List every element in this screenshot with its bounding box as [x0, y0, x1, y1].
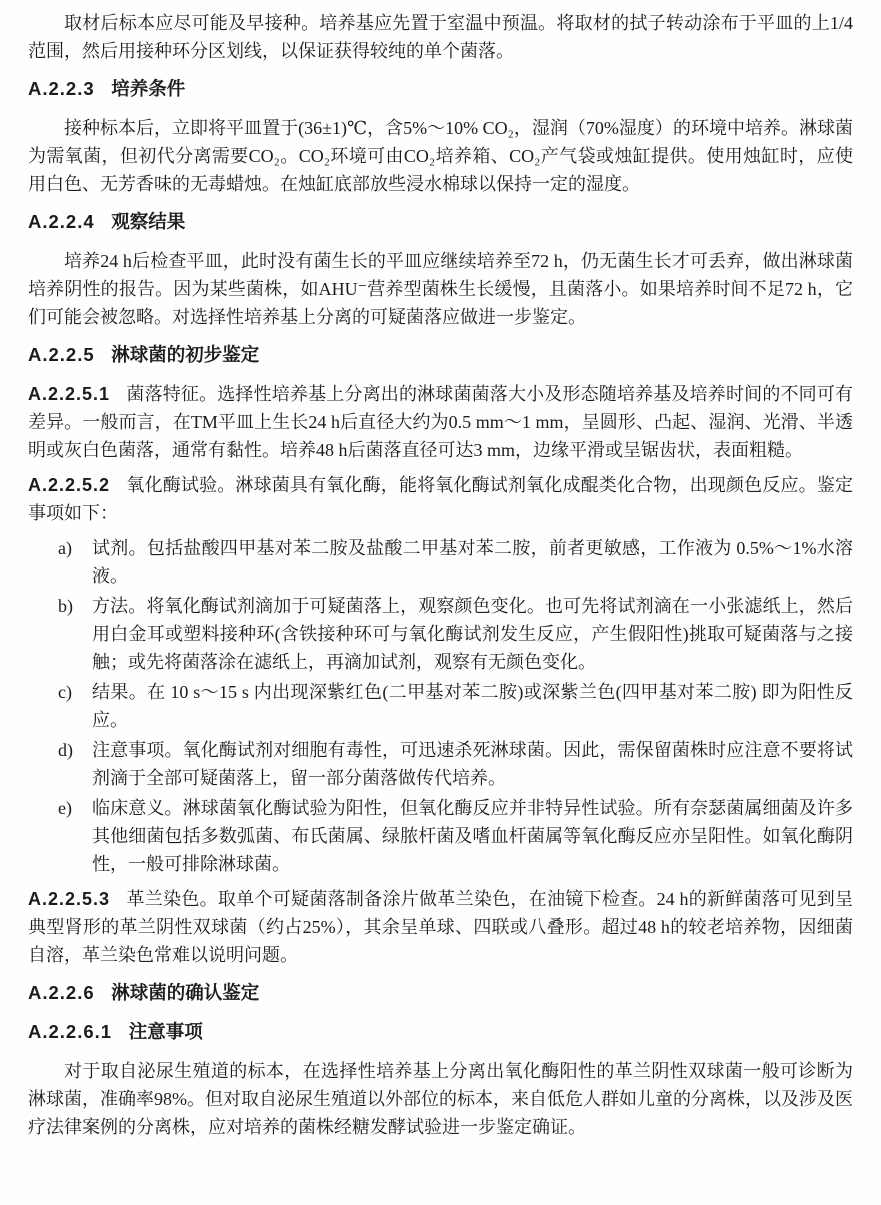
clause-text-a2252: 氧化酶试验。淋球菌具有氧化酶，能将氧化酶试剂氧化成醌类化合物，出现颜色反应。鉴定事项如下：: [28, 475, 853, 523]
intro-paragraph: 取材后标本应尽可能及早接种。培养基应先置于室温中预温。将取材的拭子转动涂布于平皿的上1/4范围，然后用接种环分区划线，以保证获得较纯的单个菌落。: [28, 13, 853, 61]
section-title-a224: 观察结果: [111, 211, 186, 232]
section-title-a226: 淋球菌的确认鉴定: [111, 982, 260, 1003]
list-text-a: 试剂。包括盐酸四甲基对苯二胺及盐酸二甲基对苯二胺，前者更敏感，工作液为 0.5%～1%水溶液。: [92, 538, 853, 586]
section-title-a2261: 注意事项: [128, 1021, 203, 1042]
list-text-b: 方法。将氧化酶试剂滴加于可疑菌落上，观察颜色变化。也可先将试剂滴在一小张滤纸上，然后用白金耳或塑料接种环(含铁接种环可与氧化酶试剂发生反应，产生假阳性)挑取可疑菌落与之接触；或先将菌落涂在滤纸上，再滴加试剂，观察有无颜色变化。: [92, 596, 853, 672]
oxidase-test-list: [28, 534, 853, 878]
section-title-a223: 培养条件: [111, 78, 186, 99]
section-number-a224: A.2.2.4: [28, 211, 95, 232]
section-number-a226: A.2.2.6: [28, 982, 95, 1003]
clause-a2252-oxidase-test: [28, 471, 853, 527]
clause-text-a2253: 革兰染色。取单个可疑菌落制备涂片做革兰染色，在油镜下检查。24 h的新鲜菌落可见到呈典型肾形的革兰阴性双球菌（约占25%），其余呈单球、四联或八叠形。超过48 h的较老培养物，因细菌自溶，革兰染色常难以说明问题。: [28, 889, 853, 965]
list-label-e: e): [58, 798, 72, 818]
culture-conditions-paragraph: 接种标本后，立即将平皿置于(36±1)℃，含5%～10% CO₂，湿润（70%湿度）的环境中培养。淋球菌为需氧菌，但初代分离需要CO₂。CO₂环境可由CO₂培养箱、CO₂产气袋或烛缸提供。使用烛缸时，应使用白色、无芳香味的无毒蜡烛。在烛缸底部放些浸水棉球以保持一定的湿度。: [28, 118, 853, 194]
list-label-c: c): [58, 682, 72, 702]
list-text-c: 结果。在 10 s～15 s 内出现深紫红色(二甲基对苯二胺)或深紫兰色(四甲基对苯二胺) 即为阳性反应。: [92, 682, 853, 730]
closing-paragraph: 对于取自泌尿生殖道的标本，在选择性培养基上分离出氧化酶阳性的革兰阴性双球菌一般可诊断为淋球菌，准确率98%。但对取自泌尿生殖道以外部位的标本，来自低危人群如儿童的分离株，以及涉及医疗法律案例的分离株，应对培养的菌株经糖发酵试验进一步鉴定确证。: [28, 1061, 853, 1137]
list-item-c-result: [28, 678, 853, 734]
list-item-a-reagent: [28, 534, 853, 590]
list-item-e-clinical-significance: [28, 794, 853, 878]
observation-results-paragraph: 培养24 h后检查平皿，此时没有菌生长的平皿应继续培养至72 h，仍无菌生长才可丢弃，做出淋球菌培养阴性的报告。因为某些菌株，如AHU⁻营养型菌株生长缓慢，且菌落小。如果培养时间不足72 h，它们可能会被忽略。对选择性培养基上分离的可疑菌落应做进一步鉴定。: [28, 251, 853, 327]
clause-number-a2251: A.2.2.5.1: [28, 384, 111, 404]
section-number-a223: A.2.2.3: [28, 78, 95, 99]
list-label-a: a): [58, 538, 72, 558]
section-number-a2261: A.2.2.6.1: [28, 1021, 113, 1042]
section-heading-a223: [28, 75, 853, 103]
section-heading-a2261: [28, 1018, 853, 1046]
section-heading-a225: [28, 341, 853, 369]
list-item-b-method: [28, 592, 853, 676]
list-label-b: b): [58, 596, 73, 616]
clause-a2251-colony-characteristics: [28, 380, 853, 464]
list-label-d: d): [58, 740, 73, 760]
section-number-a225: A.2.2.5: [28, 344, 95, 365]
list-text-d: 注意事项。氧化酶试剂对细胞有毒性，可迅速杀死淋球菌。因此，需保留菌株时应注意不要将试剂滴于全部可疑菌落上，留一部分菌落做传代培养。: [92, 740, 853, 788]
section-heading-a224: [28, 208, 853, 236]
clause-number-a2253: A.2.2.5.3: [28, 889, 111, 909]
list-item-d-precautions: [28, 736, 853, 792]
clause-number-a2252: A.2.2.5.2: [28, 475, 111, 495]
clause-text-a2251: 菌落特征。选择性培养基上分离出的淋球菌菌落大小及形态随培养基及培养时间的不同可有差异。一般而言，在TM平皿上生长24 h后直径大约为0.5 mm～1 mm，呈圆形、凸起、湿润、光滑、半透明或灰白色菌落，通常有黏性。培养48 h后菌落直径可达3 mm，边缘平滑或呈锯齿状，表面粗糙。: [28, 384, 853, 460]
clause-a2253-gram-stain: [28, 885, 853, 969]
section-heading-a226: [28, 979, 853, 1007]
list-text-e: 临床意义。淋球菌氧化酶试验为阳性，但氧化酶反应并非特异性试验。所有奈瑟菌属细菌及许多其他细菌包括多数弧菌、布氏菌属、绿脓杆菌及嗜血杆菌属等氧化酶反应亦呈阳性。如氧化酶阴性，一般可排除淋球菌。: [92, 798, 853, 874]
section-title-a225: 淋球菌的初步鉴定: [111, 344, 260, 365]
